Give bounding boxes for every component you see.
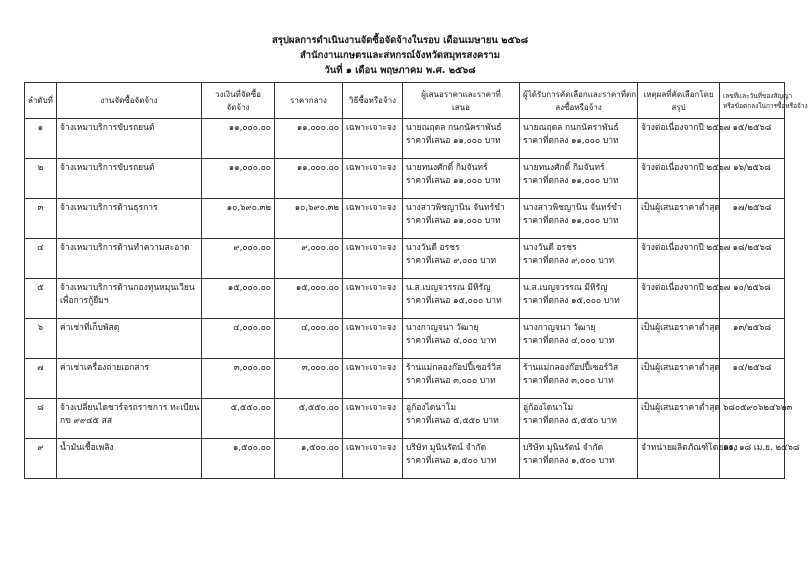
header-contract: เลขที่และวันที่ของสัญญา หรือข้อตกลงในการซื้อหรือจ้าง: [720, 83, 785, 119]
cell-budget: ๑๕,๐๐๐.๐๐: [202, 279, 275, 319]
report-date: วันที่ ๑ เดือน พฤษภาคม พ.ศ. ๒๕๖๘: [324, 65, 476, 76]
cell-work: ค่าเช่าเครื่องถ่ายเอกสาร: [57, 359, 202, 399]
cell-method: เฉพาะเจาะจง: [343, 439, 403, 479]
procurement-table: [24, 82, 808, 479]
table-row: [25, 439, 785, 479]
table-row: [25, 159, 785, 199]
report-title: สรุปผลการดำเนินงานจัดซื้อจัดจ้างในรอบ เดือนเมษายน ๒๕๖๘: [271, 35, 529, 46]
header-midprice: ราคากลาง: [275, 83, 343, 119]
cell-winner: นายณฤดล กนกนัคราพันธ์ ราคาที่ตกลง ๑๑,๐๐๐ บาท: [520, 119, 638, 159]
cell-method: เฉพาะเจาะจง: [343, 399, 403, 439]
cell-bidder: อู่ก้องไดนาโม ราคาที่เสนอ ๕,๕๕๐ บาท: [403, 399, 520, 439]
table-row: [25, 319, 785, 359]
cell-reason: จำหน่ายผลิตภัณฑ์โดยตรง: [638, 439, 720, 479]
cell-bidder: น.ส.เบญจวรรณ มีหิรัญ ราคาที่เสนอ ๑๕,๐๐๐ บาท: [403, 279, 520, 319]
table-header-row: [25, 83, 785, 119]
cell-method: เฉพาะเจาะจง: [343, 359, 403, 399]
cell-winner: ร้านแม่กลองก๊อปปี้เซอร์วิส ราคาที่ตกลง ๓,๐๐๐ บาท: [520, 359, 638, 399]
cell-work: จ้างเหมาบริการด้านธุรการ: [57, 199, 202, 239]
cell-reason: จ้างต่อเนื่องจากปี ๒๕๖๗: [638, 239, 720, 279]
cell-no: ๙: [25, 439, 57, 479]
cell-bidder: นางวันดี อรชร ราคาที่เสนอ ๙,๐๐๐ บาท: [403, 239, 520, 279]
cell-budget: ๑๑,๐๐๐.๐๐: [202, 119, 275, 159]
cell-contract: ๑๑, ๑๘ เม.ย. ๒๕๖๘: [720, 439, 785, 479]
cell-contract: ๑๖/๒๕๖๘: [720, 159, 785, 199]
office-name: สำนักงานเกษตรและสหกรณ์จังหวัดสมุทรสงคราม: [299, 50, 501, 61]
cell-contract: ๖๘๐๕๙๐๖๒๔๖๒๓: [720, 399, 785, 439]
header-reason: เหตุผลที่คัดเลือกโดยสรุป: [638, 83, 720, 119]
cell-bidder: ร้านแม่กลองก๊อปปี้เซอร์วิส ราคาที่เสนอ ๓,๐๐๐ บาท: [403, 359, 520, 399]
cell-work: จ้างเหมาบริการขับรถยนต์: [57, 159, 202, 199]
cell-midprice: ๔,๐๐๐.๐๐: [275, 319, 343, 359]
table-row: [25, 239, 785, 279]
cell-reason: จ้างต่อเนื่องจากปี ๒๕๖๗: [638, 279, 720, 319]
cell-method: เฉพาะเจาะจง: [343, 159, 403, 199]
cell-bidder: นายณฤดล กนกนัคราพันธ์ ราคาที่เสนอ ๑๑,๐๐๐ บาท: [403, 119, 520, 159]
cell-contract: ๑๘/๒๕๖๘: [720, 239, 785, 279]
cell-work: น้ำมันเชื้อเพลิง: [57, 439, 202, 479]
cell-no: ๒: [25, 159, 57, 199]
cell-contract: ๑๐/๒๕๖๘: [720, 279, 785, 319]
cell-method: เฉพาะเจาะจง: [343, 199, 403, 239]
header-bidder: ผู้เสนอราคาและราคาที่ เสนอ: [403, 83, 520, 119]
table-row: [25, 359, 785, 399]
cell-winner: นางวันดี อรชร ราคาที่ตกลง ๙,๐๐๐ บาท: [520, 239, 638, 279]
cell-no: ๓: [25, 199, 57, 239]
cell-budget: ๙,๐๐๐.๐๐: [202, 239, 275, 279]
cell-no: ๗: [25, 359, 57, 399]
cell-midprice: ๓,๐๐๐.๐๐: [275, 359, 343, 399]
cell-no: ๖: [25, 319, 57, 359]
cell-method: เฉพาะเจาะจง: [343, 279, 403, 319]
cell-winner: นายทนงศักดิ์ กิมจันทร์ ราคาที่ตกลง ๑๑,๐๐๐ บาท: [520, 159, 638, 199]
header-work: งานจัดซื้อจัดจ้าง: [57, 83, 202, 119]
header-winner: ผู้ได้รับการคัดเลือกและราคาที่ตก ลงซื้อหรือจ้าง: [520, 83, 638, 119]
cell-contract: ๑๓/๒๕๖๘: [720, 319, 785, 359]
cell-winner: น.ส.เบญจวรรณ มีหิรัญ ราคาที่ตกลง ๑๕,๐๐๐ บาท: [520, 279, 638, 319]
cell-work: จ้างเปลี่ยนไดชาร์จรถราชการ ทะเบียน กข ๙๙๔๕ สส: [57, 399, 202, 439]
cell-method: เฉพาะเจาะจง: [343, 319, 403, 359]
cell-work: จ้างเหมาบริการขับรถยนต์: [57, 119, 202, 159]
cell-bidder: นางสาวพิชญานิน จันทร์ขำ ราคาที่เสนอ ๑๑,๐๐๐ บาท: [403, 199, 520, 239]
cell-work: จ้างเหมาบริการด้านทำความสะอาด: [57, 239, 202, 279]
cell-midprice: ๑๑,๐๐๐.๐๐: [275, 119, 343, 159]
cell-method: เฉพาะเจาะจง: [343, 119, 403, 159]
cell-winner: นางกาญจนา วัฒายุ ราคาที่ตกลง ๔,๐๐๐ บาท: [520, 319, 638, 359]
cell-budget: ๕,๕๕๐.๐๐: [202, 399, 275, 439]
cell-reason: เป็นผู้เสนอราคาต่ำสุด: [638, 359, 720, 399]
table-row: [25, 199, 785, 239]
cell-reason: เป็นผู้เสนอราคาต่ำสุด: [638, 199, 720, 239]
cell-winner: บริษัท มูนินรัตน์ จำกัด ราคาที่ตกลง ๑,๕๐๐ บาท: [520, 439, 638, 479]
table-row: [25, 399, 785, 439]
cell-method: เฉพาะเจาะจง: [343, 239, 403, 279]
cell-reason: จ้างต่อเนื่องจากปี ๒๕๖๗: [638, 159, 720, 199]
cell-winner: อู่ก้องไดนาโม ราคาที่ตกลง ๕,๕๕๐ บาท: [520, 399, 638, 439]
cell-no: ๘: [25, 399, 57, 439]
header-budget: วงเงินที่จัดซื้อ จัดจ้าง: [202, 83, 275, 119]
cell-midprice: ๙,๐๐๐.๐๐: [275, 239, 343, 279]
header-method: วิธีซื้อหรือจ้าง: [343, 83, 403, 119]
cell-budget: ๑,๕๐๐.๐๐: [202, 439, 275, 479]
cell-midprice: ๑๐,๖๙๐.๓๒: [275, 199, 343, 239]
cell-midprice: ๑๑,๐๐๐.๐๐: [275, 159, 343, 199]
cell-contract: ๑๗/๒๕๖๘: [720, 199, 785, 239]
cell-budget: ๓,๐๐๐.๐๐: [202, 359, 275, 399]
cell-no: ๕: [25, 279, 57, 319]
cell-midprice: ๑๕,๐๐๐.๐๐: [275, 279, 343, 319]
cell-work: จ้างเหมาบริการด้านกองทุนหมุนเวียน เพื่อการกู้ยืมฯ: [57, 279, 202, 319]
cell-reason: เป็นผู้เสนอราคาต่ำสุด: [638, 399, 720, 439]
cell-no: ๔: [25, 239, 57, 279]
table-row: [25, 119, 785, 159]
cell-bidder: นายทนงศักดิ์ กิมจันทร์ ราคาที่เสนอ ๑๑,๐๐๐ บาท: [403, 159, 520, 199]
table-row: [25, 279, 785, 319]
cell-work: ค่าเช่าที่เก็บพัสดุ: [57, 319, 202, 359]
header-no: ลำดับที่: [25, 83, 57, 119]
cell-budget: ๑๐,๖๙๐.๓๒: [202, 199, 275, 239]
cell-bidder: บริษัท มูนินรัตน์ จำกัด ราคาที่เสนอ ๑,๕๐๐ บาท: [403, 439, 520, 479]
cell-reason: เป็นผู้เสนอราคาต่ำสุด: [638, 319, 720, 359]
cell-contract: ๑๔/๒๕๖๘: [720, 359, 785, 399]
cell-no: ๑: [25, 119, 57, 159]
cell-midprice: ๕,๕๕๐.๐๐: [275, 399, 343, 439]
cell-contract: ๑๕/๒๕๖๘: [720, 119, 785, 159]
cell-winner: นางสาวพิชญานิน จันทร์ขำ ราคาที่ตกลง ๑๑,๐๐๐ บาท: [520, 199, 638, 239]
cell-reason: จ้างต่อเนื่องจากปี ๒๕๖๗: [638, 119, 720, 159]
cell-bidder: นางกาญจนา วัฒายุ ราคาที่เสนอ ๔,๐๐๐ บาท: [403, 319, 520, 359]
cell-midprice: ๑,๕๐๐.๐๐: [275, 439, 343, 479]
cell-budget: ๔,๐๐๐.๐๐: [202, 319, 275, 359]
cell-budget: ๑๑,๐๐๐.๐๐: [202, 159, 275, 199]
